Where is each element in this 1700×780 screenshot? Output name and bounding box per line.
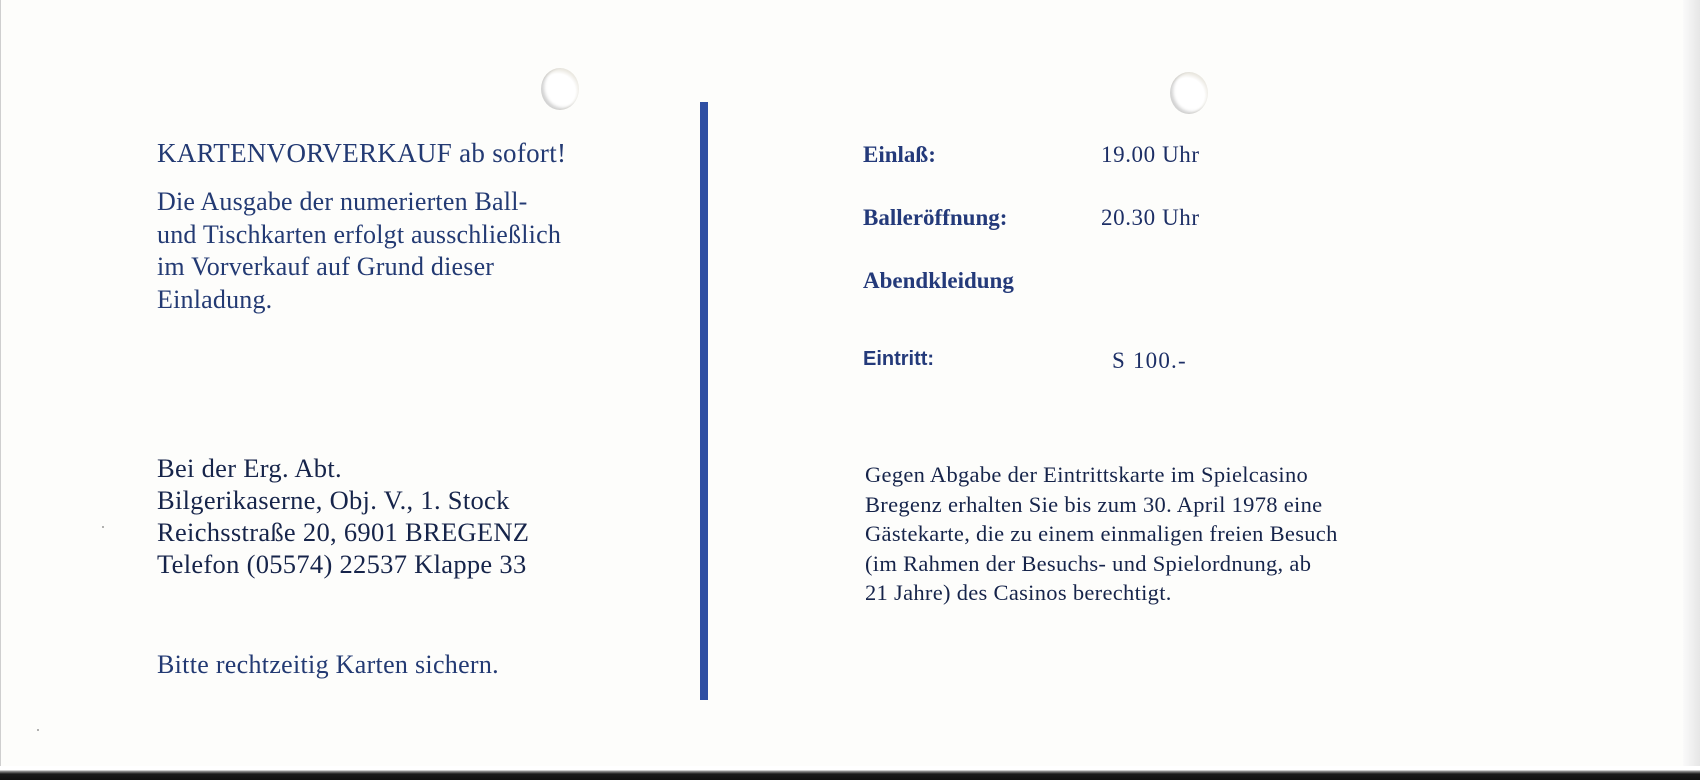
dresscode-label: Abendkleidung [863, 268, 1014, 293]
closing-note: Bitte rechtzeitig Karten sichern. [157, 650, 499, 679]
paragraph-line: Einladung. [157, 284, 273, 314]
info-line: (im Rahmen der Besuchs- und Spielordnung, ab [865, 550, 1312, 576]
punch-hole-left [541, 68, 579, 110]
einlass-label: Einlaß: [863, 142, 936, 167]
eintritt-price: S 100.- [1112, 348, 1187, 373]
info-line: Gästekarte, die zu einem einmaligen freien Besuch [865, 521, 1338, 546]
address-line: Telefon (05574) 22537 Klappe 33 [157, 549, 527, 579]
presale-headline: KARTENVORVERKAUF ab sofort! [157, 138, 567, 168]
card-bottom-edge [0, 766, 1700, 780]
eintritt-label: Eintritt: [863, 348, 935, 370]
card-right-edge [1683, 0, 1700, 766]
punch-hole-right [1170, 72, 1208, 114]
presale-paragraph [157, 186, 561, 316]
einlass-time: 19.00 Uhr [1101, 142, 1200, 167]
info-line: Bregenz erhalten Sie bis zum 30. April 1978 eine [865, 491, 1323, 517]
info-line: Gegen Abgabe der Eintrittskarte im Spielcasino [865, 462, 1309, 487]
paper-speck [102, 526, 104, 528]
address-line: Bilgerikaserne, Obj. V., 1. Stock [157, 485, 510, 515]
address-line: Bei der Erg. Abt. [157, 453, 342, 483]
paragraph-line: im Vorverkauf auf Grund dieser [157, 252, 495, 281]
balleroeffnung-time: 20.30 Uhr [1101, 205, 1200, 230]
paragraph-line: und Tischkarten erfolgt ausschließlich [157, 219, 562, 249]
address-line: Reichsstraße 20, 6901 BREGENZ [157, 517, 530, 547]
casino-info-paragraph [865, 460, 1338, 608]
center-divider [700, 102, 708, 700]
info-line: 21 Jahre) des Casinos berechtigt. [865, 580, 1172, 605]
balleroeffnung-label: Balleröffnung: [863, 205, 1008, 230]
paper-speck [37, 729, 39, 731]
address-block [157, 452, 529, 580]
paragraph-line: Die Ausgabe der numerierten Ball- [157, 187, 528, 216]
